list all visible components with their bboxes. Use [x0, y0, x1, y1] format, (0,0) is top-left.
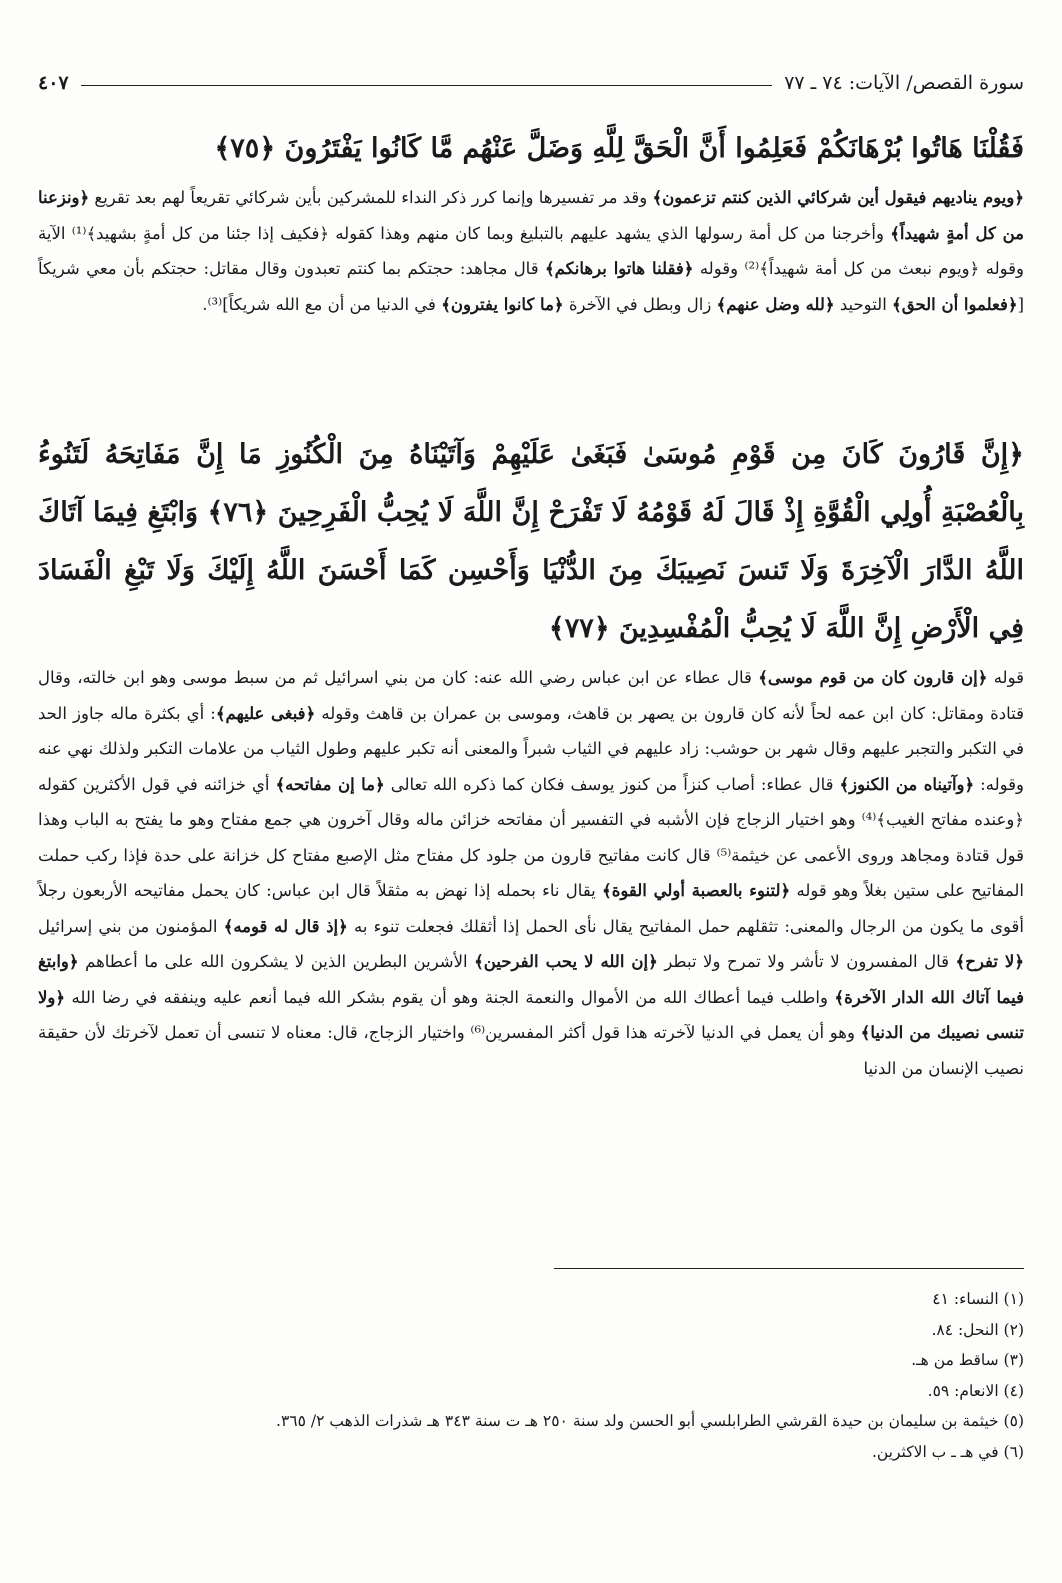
quoted-verse: ﴿لتنوء بالعصبة أولي القوة﴾: [602, 881, 791, 900]
commentary-block-1: [38, 180, 1024, 322]
commentary-paragraph: [38, 180, 1024, 322]
commentary-text: وقد مر تفسيرها وإنما كرر ذكر النداء للمشركين بأين شركائي تقريعاً لهم بعد تقريع: [89, 188, 653, 207]
commentary-text: قال مجاهد: حجتكم بما كنتم تعبدون وقال مقاتل: حجتكم بأن معي شريكاً [: [38, 259, 1024, 314]
commentary-text: في الدنيا من أن مع الله شريكاً]⁽³⁾.: [202, 294, 442, 314]
commentary-text: التوحيد: [834, 294, 893, 314]
quoted-verse: ﴿إن الله لا يحب الفرحين﴾: [474, 952, 658, 971]
commentary-text: : أي بكثرة ماله جاوز الحد في التكبر والتجبر عليهم وقال شهر بن حوشب: زاد عليهم في الثياب شبراً والمعنى أنه تكبر عليهم وطول الثياب من علامات التكبر ولذلك نهي عنه وقوله:: [38, 703, 1024, 794]
quoted-verse: ﴿لا تفرح﴾: [955, 952, 1024, 971]
quoted-verse: ﴿ويوم يناديهم فيقول أين شركائي الذين كنتم تزعمون﴾: [652, 188, 1024, 207]
commentary-text: زال وبطل في الآخرة: [563, 294, 717, 314]
quran-verse-75: فَقُلْنَا هَاتُوا بُرْهَانَكُمْ فَعَلِمُوا أَنَّ الْحَقَّ لِلَّهِ وَضَلَّ عَنْهُم مَّا كَانُوا يَفْتَرُونَ ﴿٧٥﴾: [214, 133, 1024, 164]
footnotes-list: [38, 1284, 1024, 1467]
quoted-verse: ﴿ولا تنسى نصيبك من الدنيا﴾: [38, 987, 1024, 1042]
quoted-verse: ﴿وآتيناه من الكنوز﴾: [839, 774, 975, 794]
quoted-verse: ﴿فبغى عليهم﴾: [215, 703, 316, 723]
commentary-text: المؤمنون من بني إسرائيل: [38, 916, 224, 936]
footnote-5: (٥) خيثمة بن سليمان بن حيدة القرشي الطرابلسي أبو الحسن ولد سنة ٢٥٠ هـ ت سنة ٣٤٣ هـ شذرات الذهب ٢/ ٣٦٥.: [276, 1412, 1024, 1430]
commentary-text: أي خزائنه في قول الأكثرين كقوله ﴿وعنده مفاتح الغيب﴾⁽⁴⁾ وهو اختيار الزجاج فإن الأشبه في التفسير أن مفاتحه خزائن ماله وقال آخرون هي جمع مفتاح وهو ما يفتح به الباب وهذا قول قتادة ومجاهد وروى الأعمى عن خيثمة⁽⁵⁾ قال كانت مفاتيح قارون من جلود كل مفتاح مثل الإصبع مفتاح كل خزانة على حدة فإذا ركب حملت المفاتيح على ستين بغلاً وهو قوله: [38, 774, 1024, 900]
commentary-text: قال عطاء عن ابن عباس رضي الله عنه: كان من بني اسرائيل ثم من سبط موسى وهو ابن خالته، وقال قتادة ومقاتل: كان ابن عمه لحاً لأنه كان قارون بن يصهر بن قاهث، وموسى بن عمران بن قاهث وقوله: [38, 668, 1024, 723]
quoted-verse: ﴿وابتغ فيما آتاك الله الدار الآخرة﴾: [38, 952, 1024, 1007]
commentary-text: قال المفسرون لا تأشر ولا تمرح ولا تبطر: [657, 952, 956, 971]
quoted-verse: ﴿لله وضل عنهم﴾: [716, 294, 835, 314]
footnote-6: (٦) في هـ ـ ب الاكثرين.: [871, 1442, 1024, 1461]
commentary-text: الأشرين البطرين الذين لا يشكرون الله على ما أعطاهم: [78, 952, 475, 971]
quoted-verse: ﴿فعلموا أن الحق﴾: [892, 294, 1018, 314]
quoted-verse: ﴿إن قارون كان من قوم موسى﴾: [758, 668, 988, 687]
commentary-text: قوله: [987, 668, 1024, 687]
commentary-text: يقال ناء بحمله إذا نهض به مثقلاً قال ابن عباس: كان يحمل مفاتيحه الأربعون رجلاً أقوى ما يكون من الرجال والمعنى: تثقلهم حمل المفاتيح يقال نأى الحمل إذا أثقلك فجعلت تنوء به: [38, 881, 1024, 936]
commentary-text: قال عطاء: أصاب كنزاً من كنوز يوسف فكان كما ذكره الله تعالى: [384, 774, 840, 794]
commentary-text: وهو أن يعمل في الدنيا لآخرته هذا قول أكثر المفسرين⁽⁶⁾ واختيار الزجاج، قال: معناه لا تنسى أن تعمل لآخرتك لأن حقيقة نصيب الإنسان من الدنيا: [38, 1023, 1024, 1078]
running-header: [38, 66, 1024, 100]
commentary-block-2: [38, 660, 1024, 1086]
quoted-verse: ﴿إذ قال له قومه﴾: [223, 916, 348, 936]
footnote-1: (١) النساء: ٤١: [932, 1290, 1024, 1308]
quran-verses-76-77: ﴿إِنَّ قَارُونَ كَانَ مِن قَوْمِ مُوسَىٰ فَبَغَىٰ عَلَيْهِمْ وَآتَيْنَاهُ مِنَ الْكُنُوزِ مَا إِنَّ مَفَاتِحَهُ لَتَنُوءُ بِالْعُصْبَةِ أُولِي الْقُوَّةِ إِذْ قَالَ لَهُ قَوْمُهُ لَا تَفْرَحْ إِنَّ اللَّهَ لَا يُحِبُّ الْفَرِحِينَ ﴿٧٦﴾ وَابْتَغِ فِيمَا آتَاكَ اللَّهُ الدَّارَ الْآخِرَةَ وَلَا تَنسَ نَصِيبَكَ مِنَ الدُّنْيَا وَأَحْسِن كَمَا أَحْسَنَ اللَّهُ إِلَيْكَ وَلَا تَبْغِ الْفَسَادَ فِي الْأَرْضِ إِنَّ اللَّهَ لَا يُحِبُّ الْمُفْسِدِينَ ﴿٧٧﴾: [38, 439, 1024, 644]
header-rule: [81, 85, 773, 86]
page: [38, 0, 1024, 1583]
quoted-verse: ﴿ونزعنا من كل أمةٍ شهيداً﴾: [38, 188, 1025, 243]
footnote-3: (٣) ساقط من هـ.: [911, 1351, 1024, 1369]
quoted-verse: ﴿ما كانوا يفترون﴾: [441, 294, 564, 314]
commentary-text: وأخرجنا من كل أمة رسولها الذي يشهد عليهم بالتبليغ وبما كان منهم وهذا كقوله ﴿فكيف إذا جئنا من كل أمةٍ بشهيد﴾⁽¹⁾ الآية وقوله ﴿ويوم نبعث من كل أمة شهيداً﴾⁽²⁾ وقوله: [38, 223, 1024, 278]
footnote-2: (٢) النحل: ٨٤.: [931, 1320, 1024, 1339]
quoted-verse: ﴿ما إن مفاتحه﴾: [275, 774, 385, 794]
footnote-divider: [554, 1268, 1024, 1269]
page-number: ٤٠٧: [38, 72, 69, 94]
surah-title: سورة القصص/ الآيات: ٧٤ ـ ٧٧: [784, 72, 1024, 94]
commentary-paragraph: [38, 660, 1024, 1086]
quoted-verse: ﴿فقلنا هاتوا برهانكم﴾: [545, 259, 694, 278]
commentary-text: واطلب فيما أعطاك الله من الأموال والنعمة الجنة وهو أن يقوم بشكر الله فيما أنعم عليه وينفقه في رضا الله: [65, 987, 835, 1007]
footnote-4: (٤) الانعام: ٥٩.: [927, 1381, 1024, 1400]
